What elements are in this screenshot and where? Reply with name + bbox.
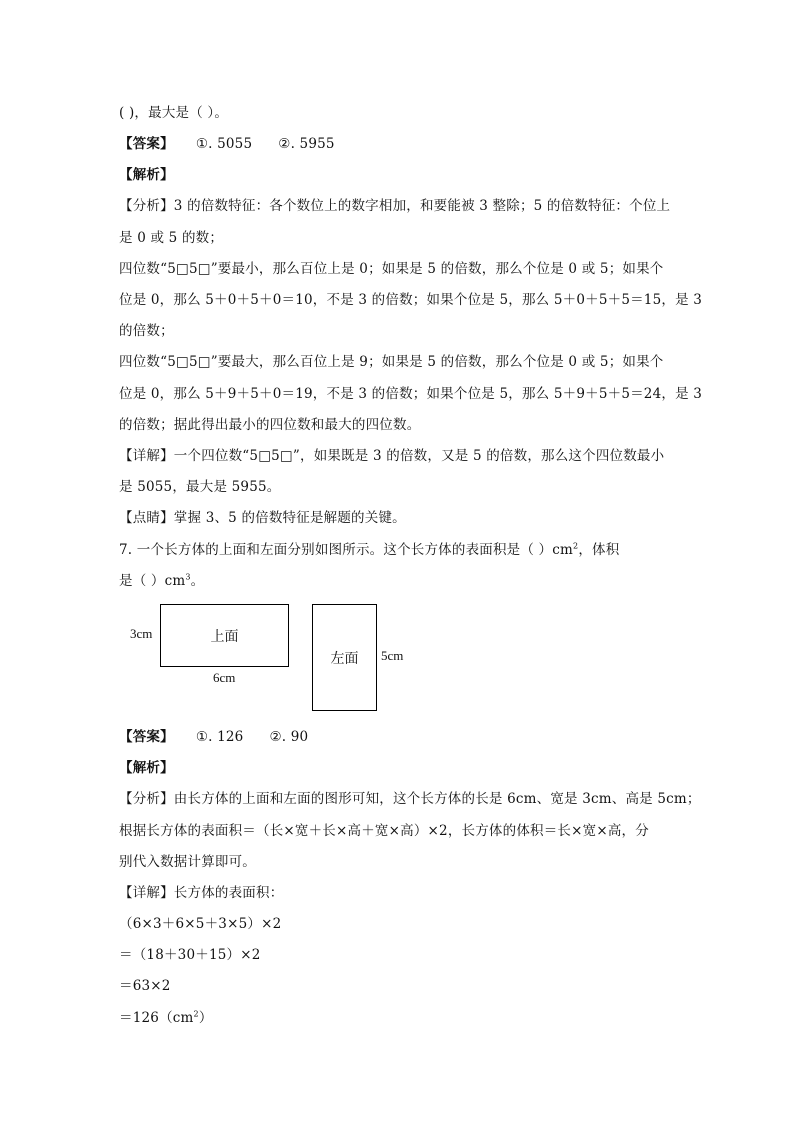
dimension-height-label: 5cm (381, 648, 404, 663)
detail-text: 【详解】一个四位数“5□5□”，如果既是 3 的倍数，又是 5 的倍数，那么这个四位数最小 (119, 448, 665, 464)
detail-text: 【详解】长方体的表面积： (119, 885, 284, 901)
analysis-text: 根据长方体的表面积＝（长×宽＋长×高＋宽×高）×2，长方体的体积＝长×宽×高，分 (119, 823, 649, 839)
analysis-text: 的倍数；据此得出最小的四位数和最大的四位数。 (119, 417, 421, 433)
calculation-step: ＝（18＋30＋15）×2 (119, 947, 261, 963)
analysis-text: 四位数“5□5□”要最小，那么百位上是 0；如果是 5 的倍数，那么个位是 0 或 5；如果个 (119, 261, 664, 277)
analysis-text: 位是 0，那么 5＋0＋5＋0＝10，不是 3 的倍数；如果个位是 5，那么 5＋0＋5＋5＝15，是 3 (119, 292, 703, 308)
analysis-text: 四位数“5□5□”要最大，那么百位上是 9；如果是 5 的倍数，那么个位是 0 或 5；如果个 (119, 354, 664, 370)
key-point-text: 【点睛】掌握 3、5 的倍数特征是解题的关键。 (119, 510, 406, 526)
answer-value-2: ②. 90 (269, 729, 309, 745)
dimension-length-label: 6cm (213, 670, 236, 685)
analysis-label: 【解析】 (119, 167, 174, 183)
question-7-line-1: 7. 一个长方体的上面和左面分别如图所示。这个长方体的表面积是（ ）$cm^2$，体积 (119, 541, 620, 558)
analysis-text: 别代入数据计算即可。 (119, 854, 256, 870)
calculation-step: $=126(cm^2)$ (119, 1009, 213, 1026)
top-face-rectangle (160, 604, 289, 667)
calculation-step: （6×3＋6×5＋3×5）×2 (119, 916, 282, 932)
question-7-line-2: 是（ ）$cm^3$。 (119, 572, 205, 589)
analysis-text: 位是 0，那么 5＋9＋5＋0＝19，不是 3 的倍数；如果个位是 5，那么 5＋9＋5＋5＝24，是 3 (119, 386, 703, 402)
analysis-text: 的倍数； (119, 323, 174, 339)
answer-value-1: ①. 5055 (195, 136, 253, 152)
question-continuation: ( )，最大是（ ）。 (119, 105, 229, 121)
answer-label: 【答案】 (119, 729, 174, 745)
answer-value-1: ①. 126 (195, 729, 244, 745)
answer-line-2 (119, 728, 308, 746)
left-face-rectangle (312, 604, 377, 711)
dimension-width-label: 3cm (130, 626, 153, 641)
answer-label: 【答案】 (119, 136, 174, 152)
detail-text: 是 5055，最大是 5955。 (119, 479, 281, 495)
top-face-label: 上面 (210, 628, 239, 645)
calculation-step: ＝63×2 (119, 978, 171, 994)
analysis-text: 【分析】3 的倍数特征：各个数位上的数字相加，和要能被 3 整除；5 的倍数特征：个位上 (119, 198, 671, 214)
analysis-text: 【分析】由长方体的上面和左面的图形可知，这个长方体的长是 6cm、宽是 3cm、高是 5cm； (119, 791, 701, 807)
answer-line-1 (119, 135, 335, 153)
left-face-label: 左面 (330, 650, 359, 667)
answer-value-2: ②. 5955 (278, 136, 335, 152)
analysis-text: 是 0 或 5 的数； (119, 230, 224, 246)
analysis-label: 【解析】 (119, 760, 174, 776)
